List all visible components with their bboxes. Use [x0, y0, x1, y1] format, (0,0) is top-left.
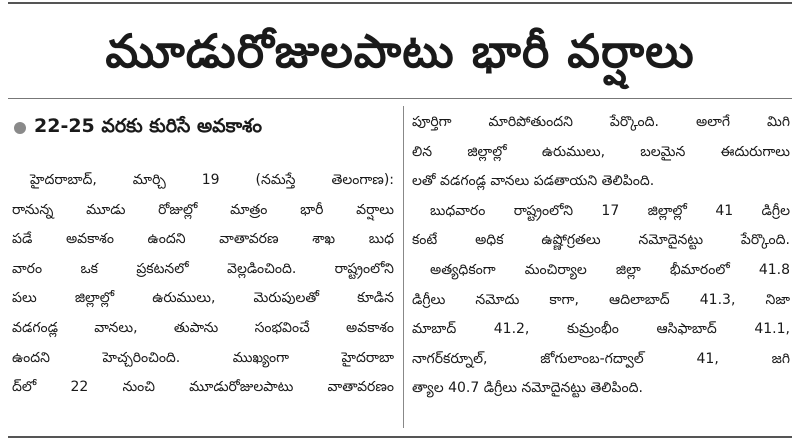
bottom-rule	[8, 436, 792, 438]
body-line: పలు జిల్లాల్లో ఉరుములు, మెరుపులతో కూడిన	[12, 290, 394, 307]
body-line: నాగర్‌కర్నూల్, జోగులాంబ-గద్వాల్ 41, జగి	[412, 350, 790, 367]
body-line: వారం ఒక ప్రకటనలో వెల్లడించింది. రాష్ట్రంలోని	[12, 260, 394, 277]
bullet-icon	[14, 122, 26, 134]
headline-separator	[8, 98, 792, 99]
column-separator	[403, 106, 404, 428]
body-line: వడగండ్ల వానలు, తుపాను సంభవించే అవకాశం	[12, 319, 394, 336]
body-line: లతో వడగండ్ల వానలు పడతాయని తెలిపింది.	[412, 173, 655, 190]
right-column	[412, 108, 790, 404]
body-line: బుధవారం రాష్ట్రంలోని 17 జిల్లాల్లో 41 డిగ్రీల	[430, 202, 790, 219]
right-body	[412, 108, 790, 404]
left-body	[12, 166, 394, 403]
body-line: పూర్తిగా మారిపోతుందని పేర్కొంది. అలాగే మిగి	[412, 114, 790, 130]
body-line: ఉందని హెచ్చరించింది. ముఖ్యంగా హైదరాబా	[12, 349, 394, 366]
body-line: హైదరాబాద్, మార్చి 19 (నమస్తే తెలంగాణ):	[30, 172, 394, 188]
left-column	[12, 108, 394, 403]
subheading	[12, 108, 394, 148]
body-line: లిన జిల్లాల్లో ఉరుములు, బలమైన ఈదురుగాలు	[412, 143, 790, 160]
top-rule	[8, 2, 792, 4]
body-line: త్యాల 40.7 డిగ్రీలు నమోదైనట్టు తెలిపింది.	[412, 380, 643, 397]
subheading-text: 22-25 వరకు కురిసే అవకాశం	[34, 114, 263, 137]
body-line: మాబాద్ 41.2, కుమ్రంభీం ఆసిఫాబాద్ 41.1,	[412, 321, 790, 338]
headline: మూడురోజులపాటు భారీ వర్షాలు	[105, 24, 695, 78]
body-line: ద్‌లో 22 నుంచి మూడురోజులపాటు వాతావరణం	[12, 379, 394, 396]
body-line: అత్యధికంగా మంచిర్యాల జిల్లా భీమారంలో 41.8	[430, 261, 790, 278]
body-line: కంటే అధిక ఉష్ణోగ్రతలు నమోదైనట్టు పేర్కొంది.	[412, 232, 790, 249]
body-line: రానున్న మూడు రోజుల్లో మాత్రం భారీ వర్షాలు	[12, 201, 394, 218]
body-line: పడే అవకాశం ఉందని వాతావరణ శాఖ బుధ	[12, 231, 394, 248]
body-line: డిగ్రీలు నమోదు కాగా, ఆదిలాబాద్ 41.3, నిజా	[412, 291, 790, 308]
